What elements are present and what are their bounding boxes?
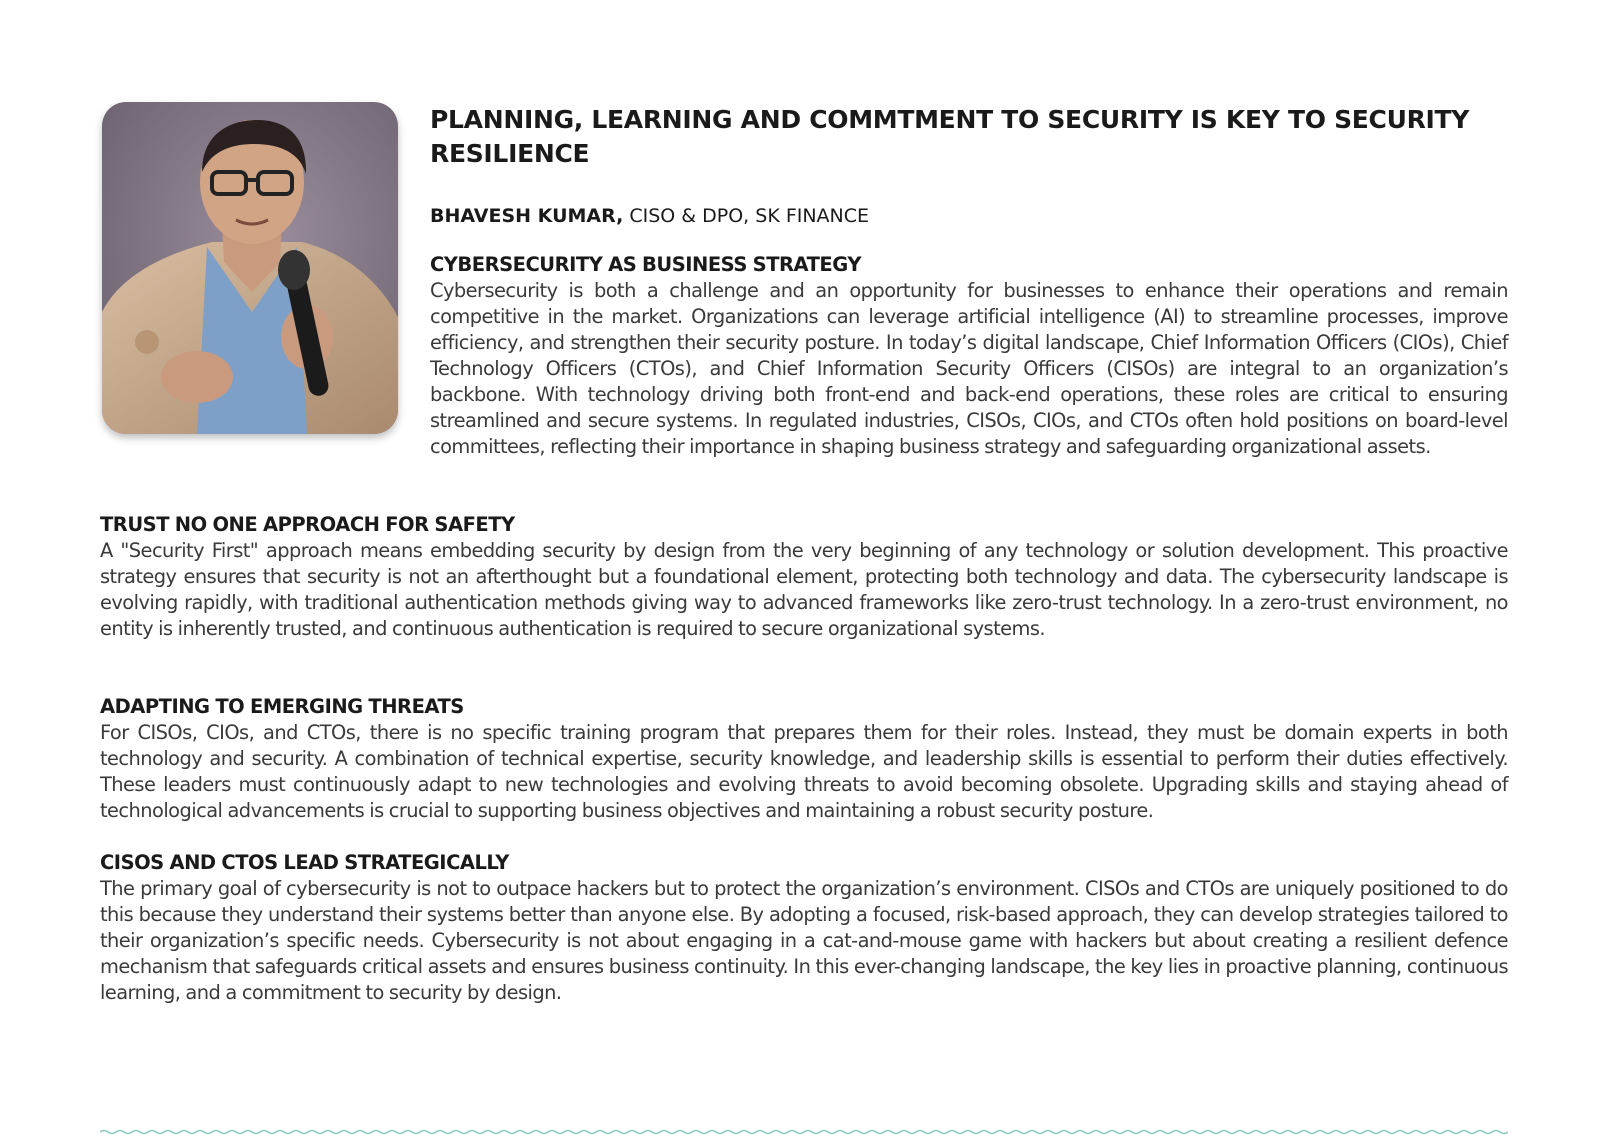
footer-wave-divider bbox=[100, 1128, 1508, 1136]
section-trust-no-one bbox=[100, 512, 1508, 642]
section-emerging-threats bbox=[100, 694, 1508, 824]
section-paragraph: A "Security First" approach means embedding security by design from the very beginning of any technology or solution development. This proactive strategy ensures that security is not an afterthought but a foundational element, protecting both technology and data. The cybersecurity landscape is evolving rapidly, with traditional authentication methods giving way to advanced frameworks like zero-trust technology. In a zero-trust environment, no entity is inherently trusted, and continuous authentication is required to secure organizational systems. bbox=[100, 539, 1508, 640]
photo-wrap-spacer bbox=[100, 252, 430, 460]
section-paragraph: The primary goal of cybersecurity is not to outpace hackers but to protect the organization’s environment. CISOs and CTOs are uniquely positioned to do this because they understand their systems better than anyone else. By adopting a focused, risk-based approach, they can develop strategies tailored to their organization’s specific needs. Cybersecurity is not about engaging in a cat-and-mouse game with hackers but about creating a resilient defence mechanism that safeguards critical assets and ensures business continuity. In this ever-changing landscape, the key lies in proactive planning, continuous learning, and a commitment to security by design. bbox=[100, 877, 1508, 1004]
author-name: BHAVESH KUMAR, bbox=[430, 205, 624, 227]
section-paragraph: For CISOs, CIOs, and CTOs, there is no specific training program that prepares them for their roles. Instead, they must be domain experts in both technology and security. A combination of technical expertise, security knowledge, and leadership skills is essential to perform their duties effectively. These leaders must continuously adapt to new technologies and evolving threats to avoid becoming obsolete. Upgrading skills and staying ahead of technological advancements is crucial to supporting business objectives and maintaining a robust security posture. bbox=[100, 721, 1508, 822]
author-byline bbox=[430, 203, 869, 229]
section-cybersecurity-strategy bbox=[100, 252, 1508, 460]
section-heading: CYBERSECURITY AS BUSINESS STRATEGY bbox=[430, 253, 861, 276]
section-heading: ADAPTING TO EMERGING THREATS bbox=[100, 695, 464, 718]
article-title: PLANNING, LEARNING AND COMMTMENT TO SECURITY IS KEY TO SECURITY RESILIENCE bbox=[430, 105, 1470, 168]
section-heading: TRUST NO ONE APPROACH FOR SAFETY bbox=[100, 513, 515, 536]
author-role: CISO & DPO, SK FINANCE bbox=[623, 205, 870, 227]
section-cisos-ctos-lead bbox=[100, 850, 1508, 1006]
section-paragraph: Cybersecurity is both a challenge and an opportunity for businesses to enhance their operations and remain competitive in the market. Organizations can leverage artificial intelligence (AI) to streamline processes, improve efficiency, and strengthen their security posture. In today’s digital landscape, Chief Information Officers (CIOs), Chief Technology Officers (CTOs), and Chief Information Security Officers (CISOs) are integral to an organization’s backbone. With technology driving both front-end and back-end operations, these roles are critical to ensuring streamlined and secure systems. In regulated industries, CISOs, CIOs, and CTOs often hold positions on board-level committees, reflecting their importance in shaping business strategy and safeguarding organizational assets. bbox=[430, 279, 1508, 458]
section-heading: CISOS AND CTOS LEAD STRATEGICALLY bbox=[100, 851, 509, 874]
